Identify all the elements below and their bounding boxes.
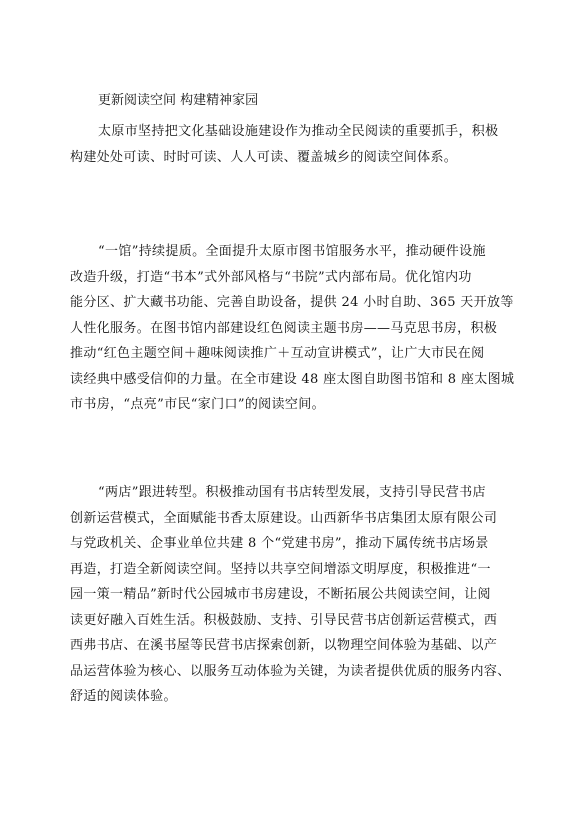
paragraph-line: 创新运营模式，全面赋能书香太原建设。山西新华书店集团太原有限公司 [70,510,498,526]
paragraph-bookstores [70,480,515,710]
paragraph-line: 舒适的阅读体验。 [70,689,177,704]
paragraph-line: 人性化服务。在图书馆内部建设红色阅读主题书房——马克思书房，积极 [70,320,498,336]
paragraph-line: 再造，打造全新阅读空间。坚持以共享空间增添文明厚度，积极推进“一 [70,561,491,577]
paragraph-line: “两店”跟进转型。积极推动国有书店转型发展，支持引导民营书店 [98,485,486,500]
paragraph-line: 能分区、扩大藏书功能、完善自助设备，提供 24 小时自助、365 天开放等 [70,295,514,310]
paragraph-library [70,239,515,418]
paragraph-line: “一馆”持续提质。全面提升太原市图书馆服务水平，推动硬件设施 [98,244,486,259]
paragraph-line: 构建处处可读、时时可读、人人可读、覆盖城乡的阅读空间体系。 [70,149,458,165]
paragraph-line: 推动“红色主题空间＋趣味阅读推广＋互动宣讲模式”，让广大市民在阅 [70,346,485,361]
paragraph-line: 改造升级，打造“书本”式外部风格与“书院”式内部布局。优化馆内功 [70,269,472,285]
paragraph-line: 品运营体验为核心、以服务互动体验为关键，为读者提供优质的服务内容、 [70,663,511,679]
paragraph-line: 与党政机关、企事业单位共建 8 个“党建书房”，推动下属传统书店场景 [70,536,489,551]
paragraph-line: 读经典中感受信仰的力量。在全市建设 48 座太图自助图书馆和 8 座太图城 [70,371,515,387]
paragraph-line: 园一策一精品”新时代公园城市书房建设，不断拓展公共阅读空间，让阅 [70,587,491,602]
article-title: 更新阅读空间 构建精神家园 [98,93,259,108]
paragraph-intro [70,119,515,170]
paragraph-line: 读更好融入百姓生活。积极鼓励、支持、引导民营书店创新运营模式，西 [70,612,498,628]
paragraph-line: 太原市坚持把文化基础设施建设作为推动全民阅读的重要抓手，积极 [98,124,499,139]
paragraph-line: 市书房，“点亮”市民“家门口”的阅读空间。 [70,397,325,412]
paragraph-line: 西弗书店、在溪书屋等民营书店探索创新，以物理空间体验为基础、以产 [70,638,498,653]
